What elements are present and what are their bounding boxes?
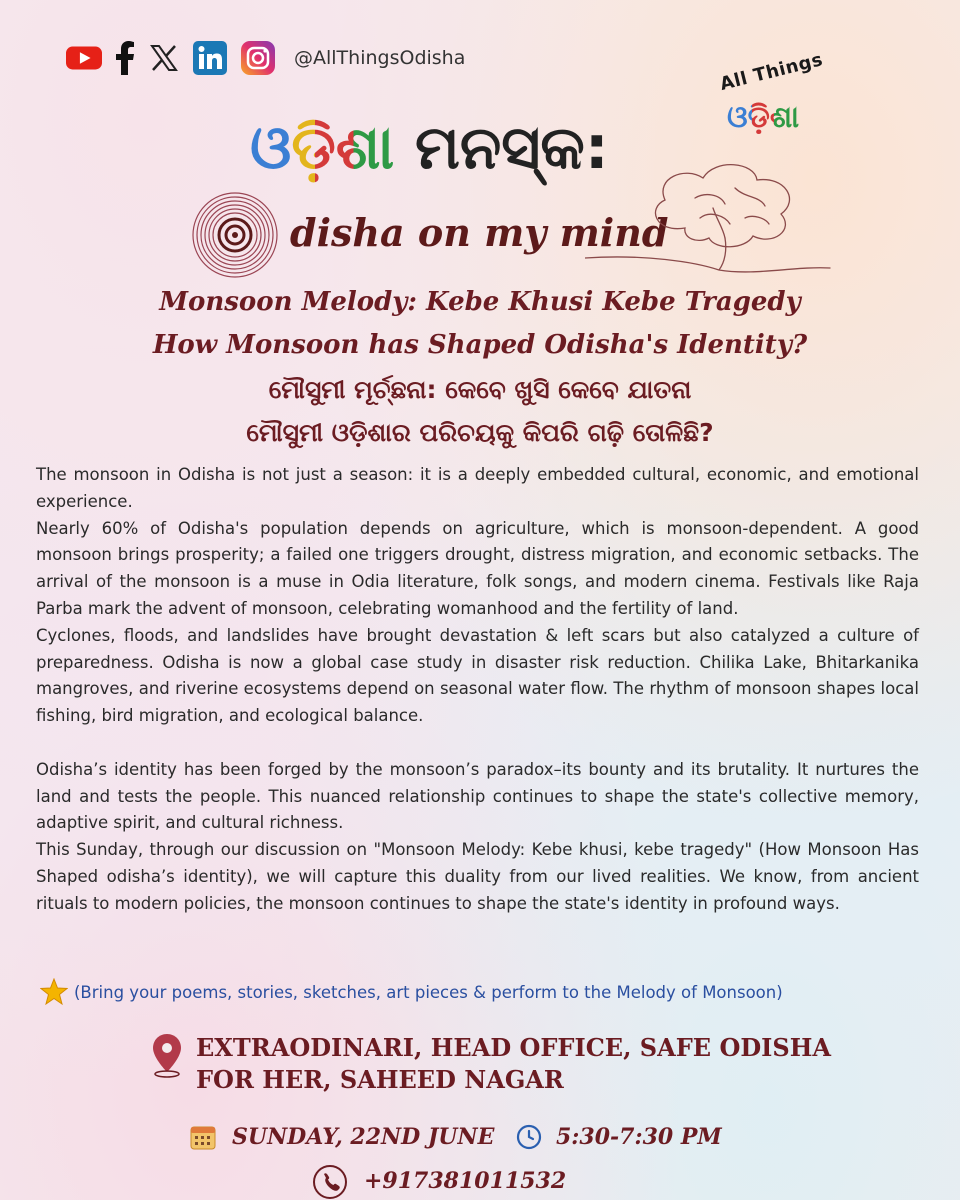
paragraph-gap	[36, 730, 919, 757]
body-paragraph: The monsoon in Odisha is not just a season: it is a deeply embedded cultural, economic, and emotional experience.	[36, 465, 919, 511]
title-odia-part1: ଓଡ଼ିଶା	[250, 113, 395, 183]
body-paragraph: Cyclones, floods, and landslides have brought devastation & left scars but also catalyzed a culture of preparedness. Odisha is now a global case study in disaster risk reduction. Chilika Lake, Bhitarkanika mangroves, and riverine ecosystems depend on seasonal water flow. The rhythm of monsoon shapes local fishing, bird migration, and ecological balance.	[36, 625, 919, 726]
venue	[150, 1032, 836, 1096]
event-phone[interactable]: +917381011532	[364, 1168, 567, 1194]
page-title-english: disha on my mind	[290, 210, 669, 255]
event-time: 5:30-7:30 PM	[556, 1124, 722, 1150]
body-paragraph: Nearly 60% of Odisha's population depends on agriculture, which is monsoon-dependent. A good monsoon brings prosperity; a failed one triggers drought, distress migration, and economic setbacks. The arrival of the monsoon is a muse in Odia literature, folk songs, and modern cinema. Festivals like Raja Parba mark the advent of monsoon, celebrating womanhood and the fertility of land.	[36, 518, 919, 618]
body-paragraph: This Sunday, through our discussion on "Monsoon Melody: Kebe khusi, kebe tragedy" (How Monsoon Has Shaped odisha’s identity), we will capture this duality from our lived realities. We know, from ancient rituals to modern policies, the monsoon continues to shape the state's identity in profound ways.	[36, 840, 919, 913]
instagram-icon[interactable]	[240, 40, 276, 76]
linkedin-icon[interactable]	[192, 40, 228, 76]
location-pin-icon	[150, 1032, 184, 1078]
venue-text: EXTRAODINARI, HEAD OFFICE, SAFE ODISHA FOR HER, SAHEED NAGAR	[196, 1033, 832, 1094]
headline-line1: Monsoon Melody: Kebe Khusi Kebe Tragedy	[159, 287, 801, 317]
x-icon[interactable]	[148, 40, 180, 76]
social-bar	[66, 40, 465, 76]
spiral-icon	[190, 190, 280, 280]
all-things-odisha-logo	[705, 49, 845, 150]
headline-line2: How Monsoon has Shaped Odisha's Identity?	[152, 330, 808, 360]
youtube-icon[interactable]	[66, 40, 102, 76]
calendar-icon	[190, 1124, 216, 1150]
invite-line	[40, 978, 783, 1006]
brain-sketch-icon	[585, 158, 835, 276]
title-odia-part2: ମନସ୍କ:	[415, 113, 609, 183]
star-icon	[40, 978, 68, 1006]
clock-icon	[516, 1124, 542, 1150]
phone-icon	[312, 1164, 348, 1200]
facebook-icon[interactable]	[114, 40, 136, 76]
body-paragraph: Odisha’s identity has been forged by the monsoon’s paradox–its bounty and its brutality. It nurtures the land and tests the people. This nuanced relationship continues to shape the state's collective memory, adaptive spirit, and cultural richness.	[36, 759, 919, 833]
event-date: SUNDAY, 22ND JUNE	[232, 1124, 495, 1150]
logo-odia-text: ଓଡ଼ିଶା	[727, 100, 800, 135]
headline-odia-line2: ମୌସୁମୀ ଓଡ଼ିଶାର ପରିଚୟକୁ କିପରି ଗଢ଼ି ତୋଳିଛି?	[246, 418, 714, 447]
headline-odia-line1: ମୌସୁମୀ ମୂର୍ଚ୍ଛନା: କେବେ ଖୁସି କେବେ ଯାତନା	[268, 375, 692, 404]
social-handle[interactable]: @AllThingsOdisha	[294, 47, 466, 69]
page-title-odia	[250, 113, 609, 183]
body-text	[36, 462, 919, 918]
invite-text: (Bring your poems, stories, sketches, art pieces & perform to the Melody of Monsoon)	[74, 982, 783, 1002]
logo-text: All Things	[717, 49, 826, 95]
